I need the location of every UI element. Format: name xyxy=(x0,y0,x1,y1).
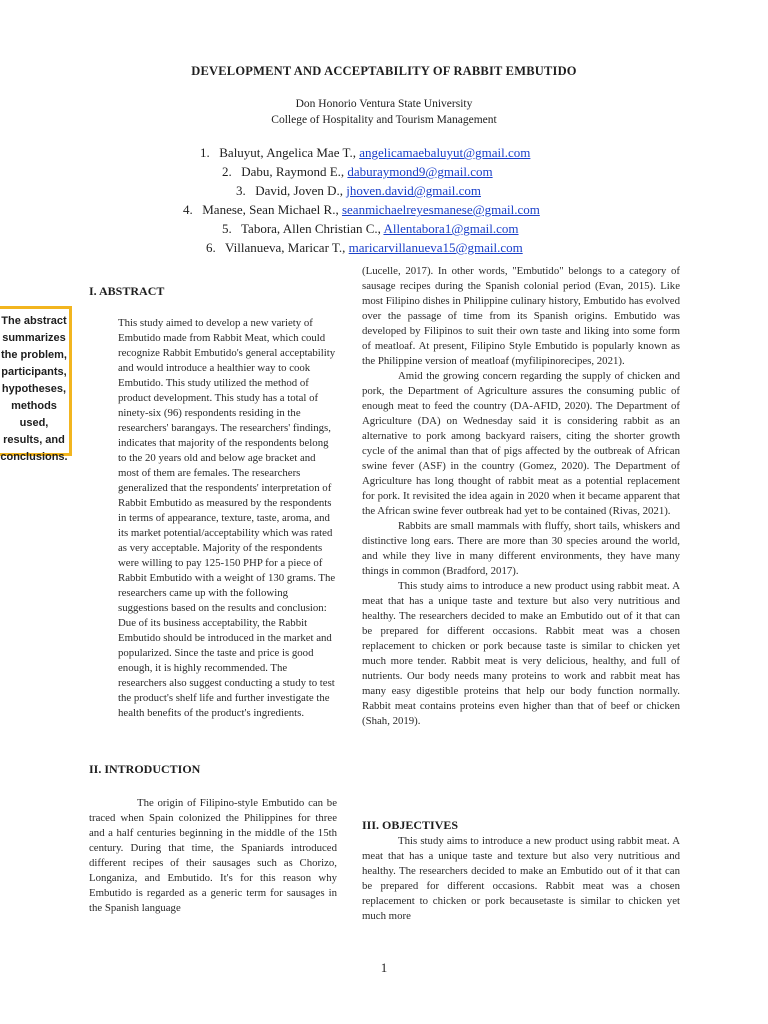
author-email-link[interactable]: jhoven.david@gmail.com xyxy=(346,183,481,198)
author-email-link[interactable]: daburaymond9@gmail.com xyxy=(347,164,493,179)
page-number: 1 xyxy=(380,960,388,975)
abstract-text: This study aimed to develop a new variety of Embutido made from Rabbit Meat, which could recognize Rabbit Embutido's general acceptability and would introduce a healthier way to cook Embutido. This study utilized the method of product development. This study has a total of ninety-six (96) respondents residing in the researchers' barangays. The researchers' findings, indicates that majority of the respondents belong to the 20 years old and below age bracket and most of them are females. The researchers generalized that the respondents' interpretation of Rabbit Embutido as measured by the respondents in terms of appearance, texture, taste, aroma, and its market potential/acceptability which was rated as very acceptable. Majority of the respondents were willing to pay 125-150 PHP for a piece of Rabbit Embutido with a weight of 130 grams. The researchers came up with the following suggestions based on the results and conclusion: Due of its business acceptability, the Rabbit Embutido should be introduced in the market and popularized. Since the taste and price is good enough, it is highly recommended. The researchers also suggest conducting a study to test the product's shelf life and further investigate the health benefits of the product's ingredients. xyxy=(118,317,336,719)
introduction-continued xyxy=(362,264,680,729)
author-email-link[interactable]: angelicamaebaluyut@gmail.com xyxy=(359,145,531,160)
author-item: 5. Tabora, Allen Christian C., Allentabora1@gmail.com xyxy=(222,221,519,236)
author-name: Baluyut, Angelica Mae T., xyxy=(219,145,360,160)
introduction-text: The origin of Filipino-style Embutido can be traced when Spain colonized the Philippines for three and a half centuries beginning in the middle of the 15th century. During that time, the Spaniards introduced different recipes of their sausages such as Chorizo, Longaniza, and Embutido. It's for this reason why Embutido is regarded as a generic term for sausages in the Spanish language xyxy=(89,797,337,914)
author-item: 6. Villanueva, Maricar T., maricarvillanueva15@gmail.com xyxy=(206,240,523,255)
author-name: Dabu, Raymond E., xyxy=(241,164,348,179)
abstract-callout-box: The abstract summarizes the problem, participants, hypotheses, methods used, results, and conclusions. xyxy=(0,306,72,456)
author-email-link[interactable]: maricarvillanueva15@gmail.com xyxy=(348,240,523,255)
author-email-link[interactable]: Allentabora1@gmail.com xyxy=(383,221,519,236)
author-item: 1. Baluyut, Angelica Mae T., angelicamaebaluyut@gmail.com xyxy=(200,145,531,160)
author-name: Villanueva, Maricar T., xyxy=(225,240,349,255)
author-email-link[interactable]: seanmichaelreyesmanese@gmail.com xyxy=(341,202,540,217)
paragraph: Amid the growing concern regarding the supply of chicken and pork, the Department of Agriculture assures the consuming public of enough meat to feed the country (DA-AFID, 2020). The Department of Agriculture (DA) on Wednesday said it is considering rabbit as an alternative to pork among backyard raisers, citing the shorter growth cycle of the animal than that of pigs affected by the outbreak of African swine fever (ASF) in the country (Gomez, 2020). The Department of Agriculture has long thought of rabbit meat as a potential replacement for pork. It revisited the idea again in 2020 when it became apparent that the African swine fever outbreak had yet to be contained (Rivas, 2021). xyxy=(362,370,680,517)
objectives-text: This study aims to introduce a new product using rabbit meat. A meat that has a unique taste and texture but also very nutritious and healthy. The researchers decided to make an Embutido out of it that can be prepared for different occasions. Rabbit meat was a chosen replacement to chicken or pork becausetaste is similar to chicken yet much more xyxy=(362,835,680,922)
paragraph: Rabbits are small mammals with fluffy, short tails, whiskers and distinctive long ears. There are more than 30 species around the world, and while they live in many different environments, they have many things in common (Bradford, 2017). xyxy=(362,520,680,577)
author-list xyxy=(0,145,768,255)
paragraph: (Lucelle, 2017). In other words, "Embutido" belongs to a category of sausage recipes during the Spanish colonial period (Evan, 2015). Like most Filipino dishes in Philippine culinary history, Embutido has evolved over the passage of time from its Spanish origins. Embutido was developed by Filipinos to suit their own taste and liking into some form of meatloaf. At present, Filipino Style Embutido is popularly known as the Philippine version of meatloaf (myfilipinorecipes, 2021). xyxy=(362,265,680,367)
author-item: 4. Manese, Sean Michael R., seanmichaelreyesmanese@gmail.com xyxy=(183,202,540,217)
college-name: College of Hospitality and Tourism Management xyxy=(271,114,497,126)
author-item: 2. Dabu, Raymond E., daburaymond9@gmail.com xyxy=(222,164,493,179)
paragraph: This study aims to introduce a new product using rabbit meat. A meat that has a unique taste and texture but also very nutritious and healthy. The researchers decided to make an Embutido out of it that can be prepared for different occasions. Rabbit meat was a chosen replacement to chicken or pork because taste is similar to chicken yet much more tender. Rabbit meat is very delicious, healthy, and full of nutrients. Our body needs many proteins to work and rabbit meat has many easy digestible proteins that help our body function normally. Rabbit meat contains proteins even higher than that of beef or chicken (Shah, 2019). xyxy=(362,580,680,727)
introduction-heading: II. INTRODUCTION xyxy=(89,762,201,776)
author-name: Manese, Sean Michael R., xyxy=(202,202,342,217)
university-name: Don Honorio Ventura State University xyxy=(295,98,473,110)
author-name: Tabora, Allen Christian C., xyxy=(241,221,384,236)
objectives-heading: III. OBJECTIVES xyxy=(362,818,459,832)
author-name: David, Joven D., xyxy=(255,183,347,198)
author-item: 3. David, Joven D., jhoven.david@gmail.com xyxy=(236,183,481,198)
paper-title: DEVELOPMENT AND ACCEPTABILITY OF RABBIT EMBUTIDO xyxy=(191,64,577,78)
abstract-heading: I. ABSTRACT xyxy=(89,284,165,298)
